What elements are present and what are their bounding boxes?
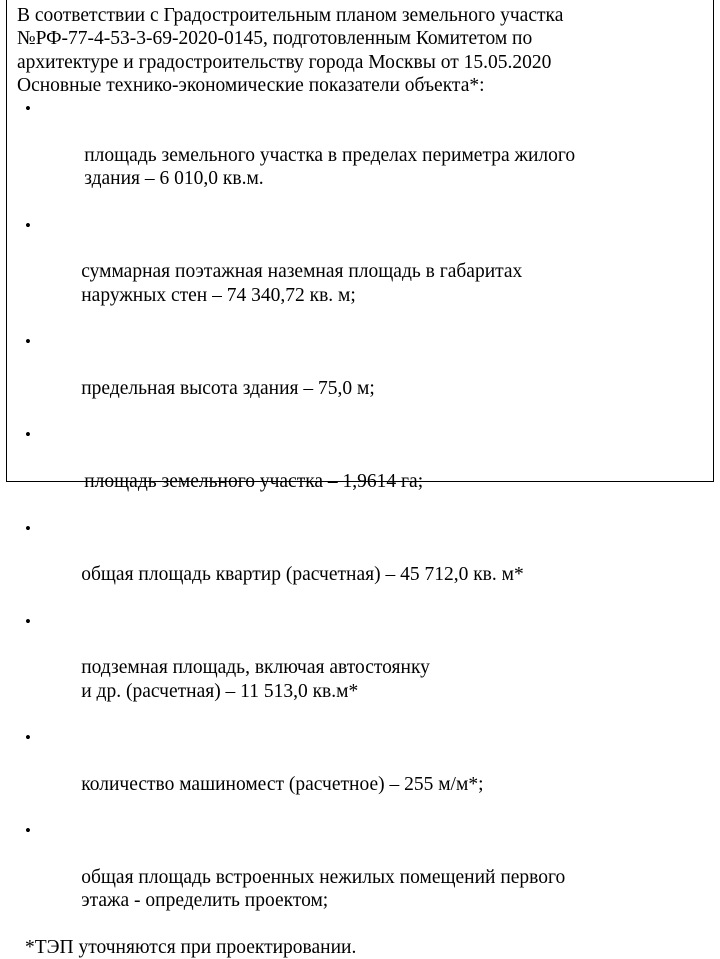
- list-item-text: общая площадь квартир (расчетная) – 45 712,0 кв. м*: [81, 564, 524, 586]
- list-item-text: площадь земельного участка в пределах периметра жилого здания – 6 010,0 кв.м.: [84, 144, 576, 190]
- footnote: *ТЭП уточняются при проектировании.: [25, 936, 357, 958]
- list-item-text: площадь земельного участка – 1,9614 га;: [84, 470, 424, 492]
- list-item-text: суммарная поэтажная наземная площадь в габаритах наружных стен – 74 340,72 кв. м;: [81, 261, 523, 306]
- list-item: [17, 330, 707, 423]
- bullet-icon: •: [25, 425, 31, 445]
- intro-line: №РФ-77-4-53-3-69-2020-0145, подготовленным Комитетом по: [17, 28, 533, 50]
- list-item: [17, 423, 707, 516]
- list-item-text: количество машиномест (расчетное) – 255 м/м*;: [81, 773, 484, 795]
- list-item: [17, 214, 707, 330]
- intro-line: В соответствии с Градостроительным планом земельного участка: [17, 5, 564, 26]
- bullet-icon: •: [25, 215, 31, 235]
- bullet-icon: •: [25, 518, 31, 538]
- intro-line: архитектуре и градостроительству города Москвы от 15.05.2020: [17, 51, 552, 73]
- list-item-text: предельная высота здания – 75,0 м;: [81, 377, 375, 399]
- list-item: [17, 97, 707, 213]
- document-body: [17, 4, 707, 959]
- list-item: [17, 726, 707, 819]
- bullet-icon: •: [25, 821, 31, 841]
- bullet-icon: •: [25, 728, 31, 748]
- list-item-text: общая площадь встроенных нежилых помещений первого этажа - определить проектом;: [81, 866, 566, 912]
- bullet-icon: •: [25, 611, 31, 631]
- bullet-icon: •: [25, 99, 31, 119]
- list-item: [17, 517, 707, 610]
- list-item: [17, 819, 707, 935]
- bullet-icon: •: [25, 332, 31, 352]
- section-heading: Основные технико-экономические показатели объекта*:: [17, 74, 485, 96]
- indicator-list: [17, 97, 707, 936]
- list-item-text: подземная площадь, включая автостоянку и др. (расчетная) – 11 513,0 кв.м*: [81, 657, 430, 702]
- list-item: [17, 610, 707, 726]
